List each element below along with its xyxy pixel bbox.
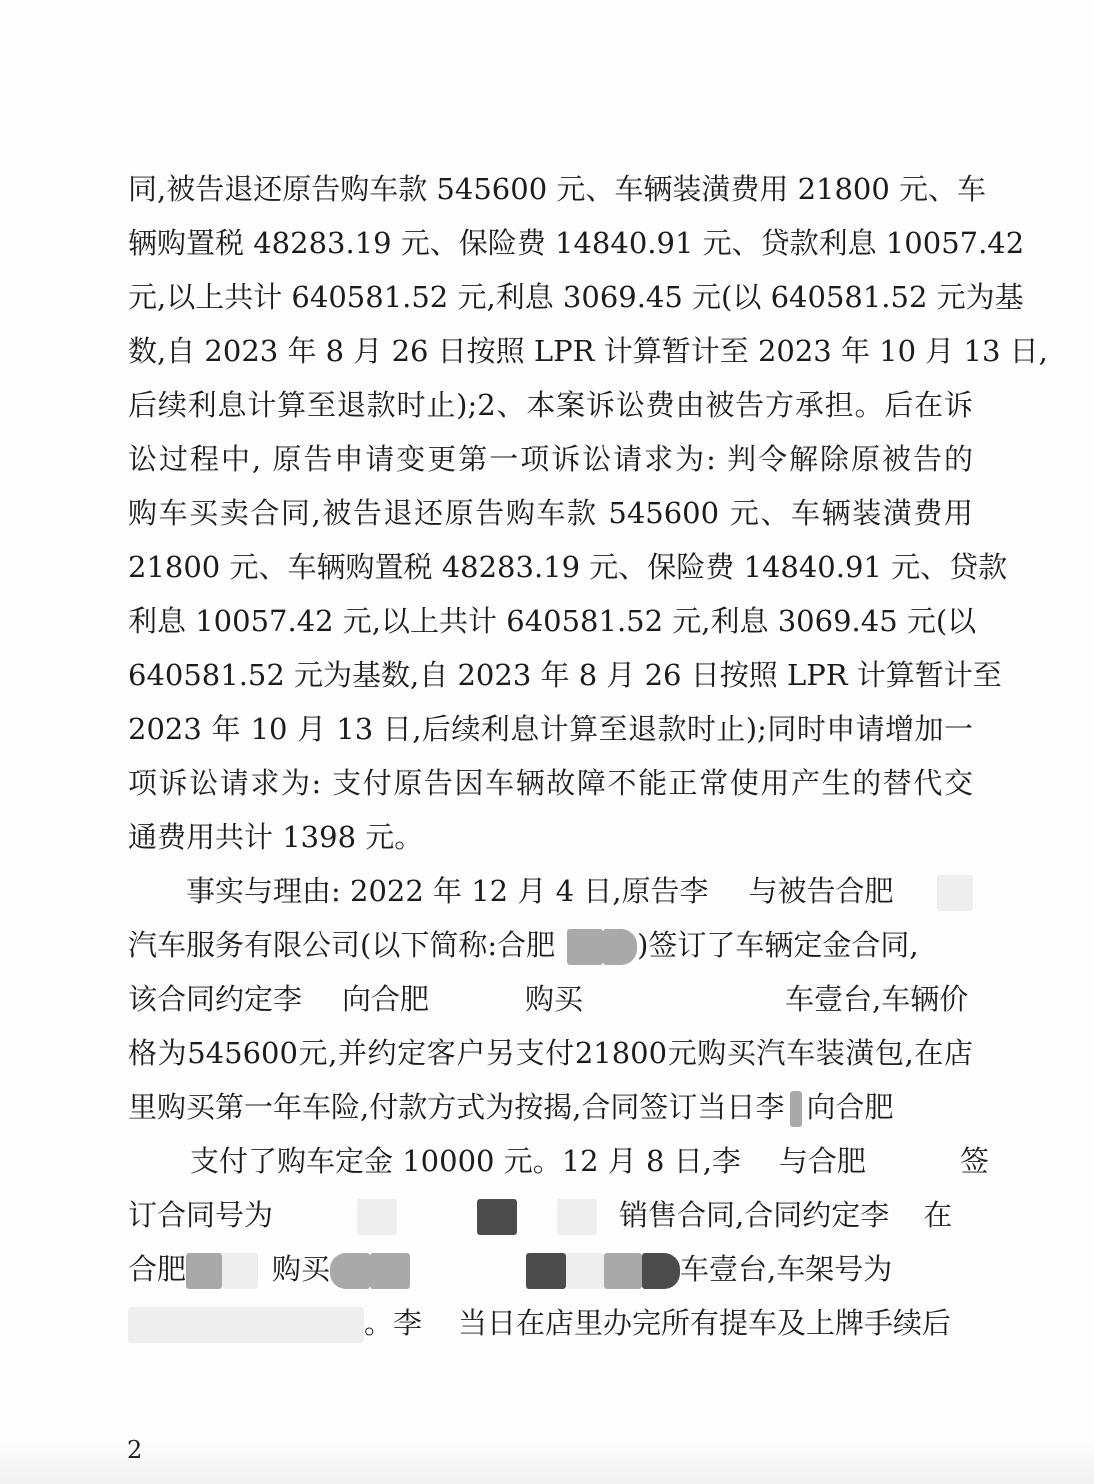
facts-line-1-part-a: 事实与理由: 2022 年 12 月 4 日,原告李 <box>186 874 709 908</box>
facts-line-3-part-b: 向合肥 <box>342 982 430 1016</box>
redacted-block <box>357 1199 397 1235</box>
redacted-block <box>330 1253 370 1289</box>
redacted-block <box>128 1145 190 1181</box>
text-line-3: 元,以上共计 640581.52 元,利息 3069.45 元(以 640581.52 元为基 <box>128 280 1024 314</box>
facts-line-6-part-c: 签 <box>959 1144 989 1178</box>
redacted-block <box>302 983 342 1019</box>
redacted-block <box>708 875 748 911</box>
redacted-block <box>429 983 525 1019</box>
redacted-block <box>186 1253 222 1289</box>
facts-line-1-part-b: 与被告合肥 <box>748 874 894 908</box>
redacted-block <box>604 1253 642 1289</box>
facts-line-7 <box>128 1195 973 1235</box>
redacted-block <box>477 1199 517 1235</box>
facts-line-9 <box>128 1303 973 1343</box>
text-line-1: 同,被告退还原告购车款 545600 元、车辆装潢费用 21800 元、车 <box>128 172 987 206</box>
facts-line-8-part-b: 购买 <box>272 1252 331 1286</box>
page-bottom-shade <box>0 1440 1094 1484</box>
facts-line-4: 格为545600元,并约定客户另支付21800元购买汽车装潢包,在店 <box>128 1036 973 1070</box>
page-number: 2 <box>127 1436 143 1464</box>
text-line-5: 后续利息计算至退款时止);2、本案诉讼费由被告方承担。后在诉 <box>128 388 973 422</box>
redacted-block <box>567 929 603 965</box>
facts-line-7-part-a: 订合同号为 <box>128 1198 274 1232</box>
facts-line-1 <box>128 871 973 911</box>
facts-line-9-part-a: 。李 <box>364 1306 423 1340</box>
facts-line-6-part-b: 与合肥 <box>778 1144 866 1178</box>
redacted-block <box>555 929 567 965</box>
redacted-block <box>937 875 973 911</box>
text-line-12: 项诉讼请求为: 支付原告因车辆故障不能正常使用产生的替代交 <box>128 766 973 800</box>
facts-line-5 <box>128 1087 973 1127</box>
text-line-13: 通费用共计 1398 元。 <box>128 820 424 854</box>
redacted-block <box>889 1199 923 1235</box>
redacted-block <box>397 1199 477 1235</box>
facts-line-5-part-b: 向合肥 <box>806 1090 894 1124</box>
redacted-block <box>603 929 637 965</box>
text-line-7: 购车买卖合同,被告退还原告购车款 545600 元、车辆装潢费用 <box>128 496 973 530</box>
facts-line-5-part-a: 里购买第一年车险,付款方式为按揭,合同签订当日李 <box>128 1090 785 1124</box>
text-line-8: 21800 元、车辆购置税 48283.19 元、保险费 14840.91 元、贷款 <box>128 550 1008 584</box>
text-line-9: 利息 10057.42 元,以上共计 640581.52 元,利息 3069.45 元(以 <box>128 604 977 638</box>
facts-line-3-part-d: 车壹台,车辆价 <box>785 982 969 1016</box>
facts-line-2-part-a: 汽车服务有限公司(以下简称:合肥 <box>128 928 556 962</box>
redacted-block <box>557 1199 597 1235</box>
text-line-10: 640581.52 元为基数,自 2023 年 8 月 26 日按照 LPR 计算暂计至 <box>128 658 1002 692</box>
redacted-block <box>517 1199 557 1235</box>
text-line-6: 讼过程中, 原告申请变更第一项诉讼请求为: 判令解除原被告的 <box>128 442 973 476</box>
facts-line-8-part-c: 车壹台,车架号为 <box>680 1252 893 1286</box>
redacted-block <box>790 1091 802 1127</box>
facts-line-7-part-b: 销售合同,合同约定李 <box>619 1198 890 1232</box>
redacted-block <box>422 1307 458 1343</box>
redacted-block <box>222 1253 258 1289</box>
facts-line-8-part-a: 合肥 <box>128 1252 187 1286</box>
facts-line-3-part-a: 该合同约定李 <box>128 982 303 1016</box>
text-line-2: 辆购置税 48283.19 元、保险费 14840.91 元、贷款利息 10057.42 <box>128 226 1025 260</box>
redacted-block <box>273 1199 357 1235</box>
facts-line-6-part-a: 支付了购车定金 10000 元。12 月 8 日,李 <box>190 1144 741 1178</box>
facts-line-8 <box>128 1249 973 1289</box>
text-line-4: 数,自 2023 年 8 月 26 日按照 LPR 计算暂计至 2023 年 10 月 13 日, <box>128 334 1048 368</box>
facts-line-3-part-c: 购买 <box>525 982 584 1016</box>
redacted-block <box>597 1199 619 1235</box>
text-line-11: 2023 年 10 月 13 日,后续利息计算至退款时止);同时申请增加一 <box>128 712 973 746</box>
redacted-block <box>566 1253 604 1289</box>
redacted-block <box>410 1253 526 1289</box>
redacted-block <box>128 1307 364 1343</box>
redacted-block <box>258 1253 272 1289</box>
redacted-block <box>370 1253 410 1289</box>
facts-line-2 <box>128 925 973 965</box>
facts-line-3 <box>128 979 973 1019</box>
redacted-block <box>642 1253 680 1289</box>
facts-line-7-part-c: 在 <box>923 1198 953 1232</box>
redacted-block <box>583 983 785 1019</box>
redacted-block <box>526 1253 566 1289</box>
redacted-block <box>741 1145 779 1181</box>
redacted-block <box>866 1145 960 1181</box>
facts-line-2-part-b: )签订了车辆定金合同, <box>637 928 919 962</box>
facts-line-6 <box>128 1141 989 1181</box>
facts-line-9-part-b: 当日在店里办完所有提车及上牌手续后 <box>458 1306 952 1340</box>
